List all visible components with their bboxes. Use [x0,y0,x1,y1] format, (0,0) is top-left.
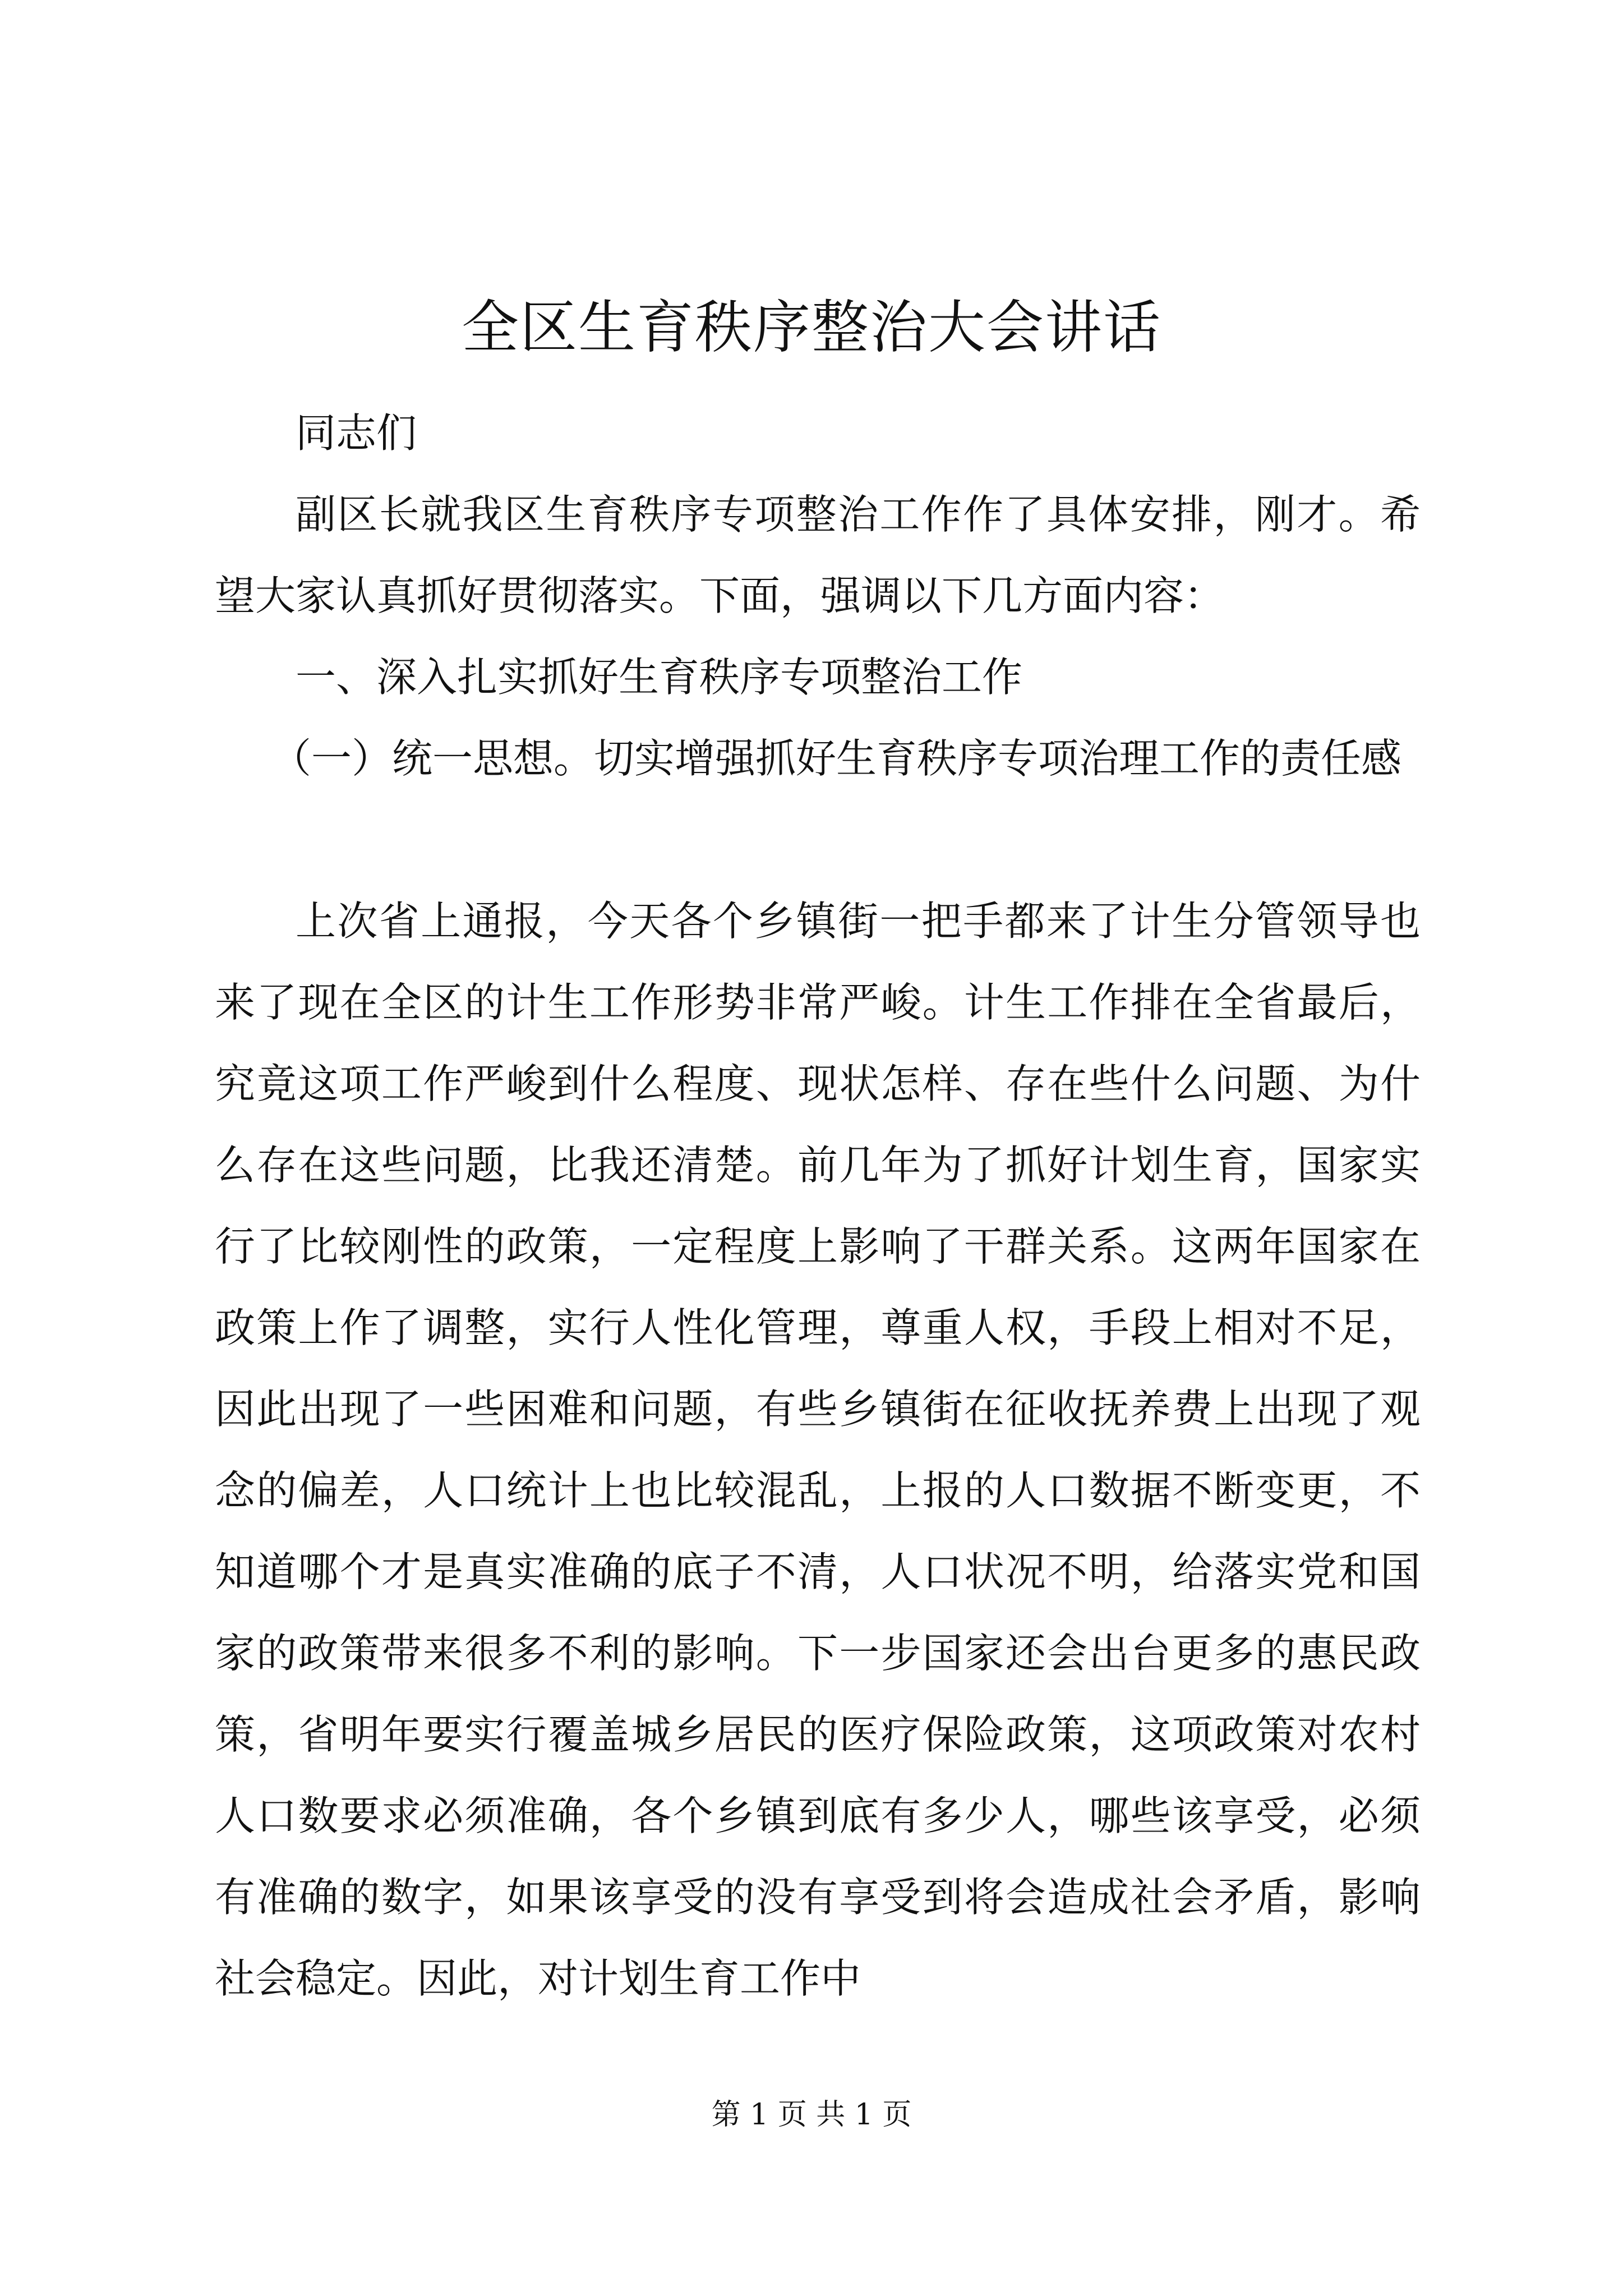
paragraph-intro: 副区长就我区生育秩序专项整治工作作了具体安排，刚才。希望大家认真抓好贯彻落实。下面，强调以下几方面内容： [215,491,1421,619]
greeting: 同志们 [296,409,417,457]
section-heading: 一、深入扎实抓好生育秩序专项整治工作 [296,654,1023,701]
subsection-heading: （一）统一思想。切实增强抓好生育秩序专项治理工作的责任感 [271,735,1402,782]
document-title: 全区生育秩序整治大会讲话 [462,295,1161,361]
page-number-footer: 第 1 页 共 1 页 [711,2098,912,2132]
paragraph-body: 上次省上通报，今天各个乡镇街一把手都来了计生分管领导也来了现在全区的计生工作形势非常严峻。计生工作排在全省最后，究竟这项工作严峻到什么程度、现状怎样、存在些什么问题、为什么存在这些问题，比我还清楚。前几年为了抓好计划生育，国家实行了比较刚性的政策，一定程度上影响了干群关系。这两年国家在政策上作了调整，实行人性化管理，尊重人权，手段上相对不足，因此出现了一些困难和问题，有些乡镇街在征收抚养费上出现了观念的偏差，人口统计上也比较混乱，上报的人口数据不断变更，不知道哪个才是真实准确的底子不清，人口状况不明，给落实党和国家的政策带来很多不利的影响。下一步国家还会出台更多的惠民政策，省明年要实行覆盖城乡居民的医疗保险政策，这项政策对农村人口数要求必须准确，各个乡镇到底有多少人，哪些该享受，必须有准确的数字，如果该享受的没有享受到将会造成社会矛盾，影响社会稳定。因此，对计划生育工作中 [215,898,1421,2002]
